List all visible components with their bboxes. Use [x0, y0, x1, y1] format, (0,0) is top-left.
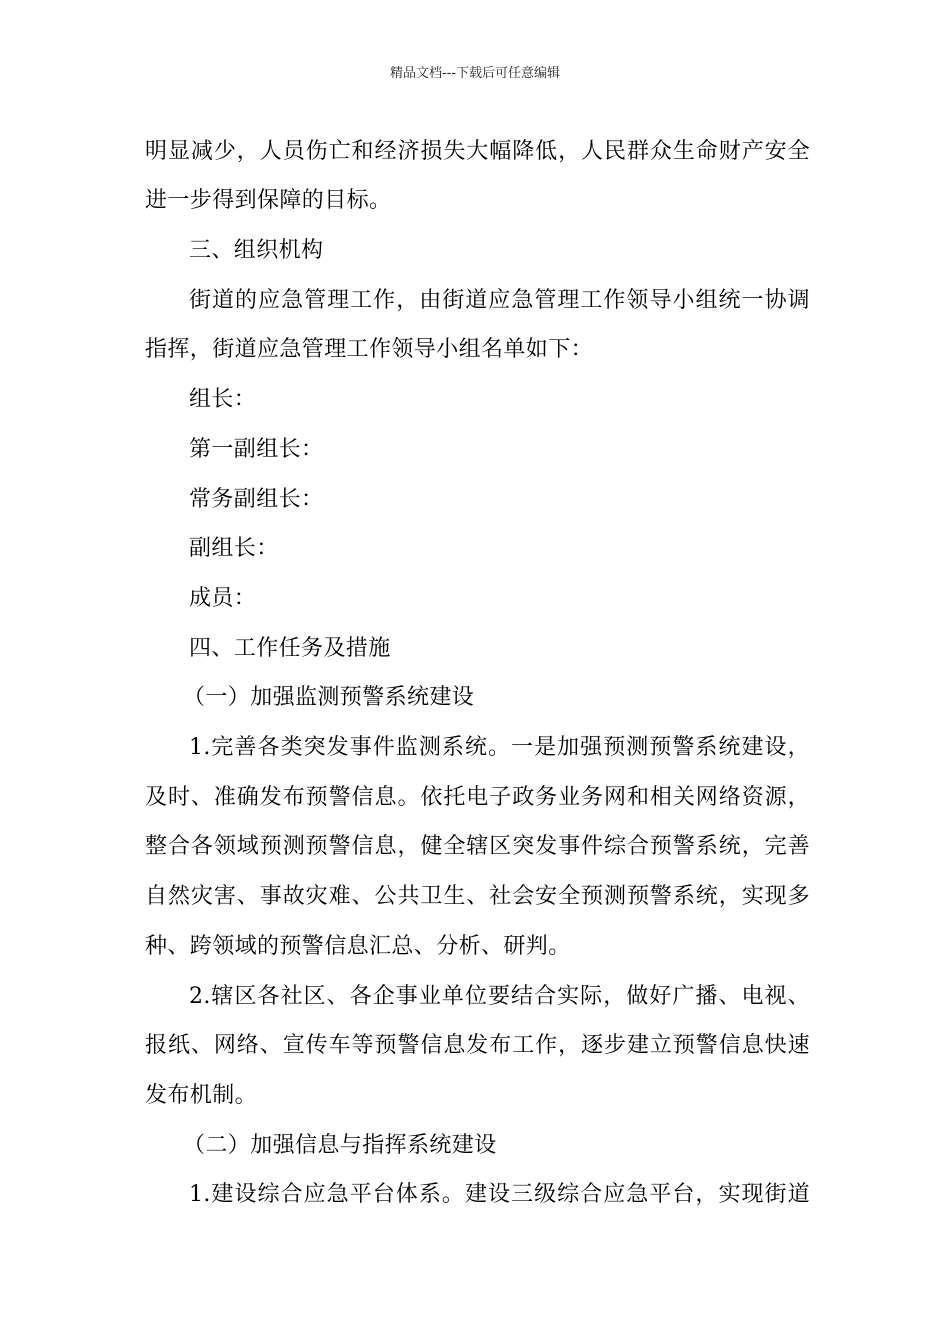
subsection-heading: （一）加强监测预警系统建设 — [183, 685, 475, 710]
body-line: 进一步得到保障的目标。 — [145, 188, 392, 213]
section-heading: 三、组织机构 — [189, 238, 324, 263]
list-item: 成员： — [189, 586, 257, 611]
body-line: 2.辖区各社区、各企事业单位要结合实际，做好广播、电视、 — [189, 984, 810, 1009]
list-item: 组长： — [189, 387, 257, 412]
body-line: 种、跨领域的预警信息汇总、分析、研判。 — [145, 934, 571, 959]
body-line: 指挥，街道应急管理工作领导小组名单如下： — [145, 337, 594, 362]
body-line: 报纸、网络、宣传车等预警信息发布工作，逐步建立预警信息快速 — [145, 1033, 810, 1058]
body-line: 街道的应急管理工作，由街道应急管理工作领导小组统一协调 — [189, 288, 810, 313]
body-line: 明显减少，人员伤亡和经济损失大幅降低，人民群众生命财产安全 — [145, 139, 810, 164]
body-line: 整合各领域预测预警信息，健全辖区突发事件综合预警系统，完善 — [145, 834, 810, 859]
body-line: 1.完善各类突发事件监测系统。一是加强预测预警系统建设， — [189, 735, 810, 760]
body-line: 自然灾害、事故灾难、公共卫生、社会安全预测预警系统，实现多 — [145, 884, 810, 909]
list-item: 副组长： — [189, 536, 279, 561]
section-heading: 四、工作任务及措施 — [189, 636, 391, 661]
subsection-heading: （二）加强信息与指挥系统建设 — [183, 1133, 497, 1158]
list-item: 第一副组长： — [189, 437, 324, 462]
page-header: 精品文档---下载后可任意编辑 — [389, 66, 561, 81]
body-line: 发布机制。 — [145, 1083, 258, 1108]
body-line: 及时、准确发布预警信息。依托电子政务业务网和相关网络资源， — [145, 785, 810, 810]
list-item: 常务副组长： — [189, 487, 324, 512]
body-line: 1.建设综合应急平台体系。建设三级综合应急平台，实现街道 — [189, 1182, 810, 1207]
